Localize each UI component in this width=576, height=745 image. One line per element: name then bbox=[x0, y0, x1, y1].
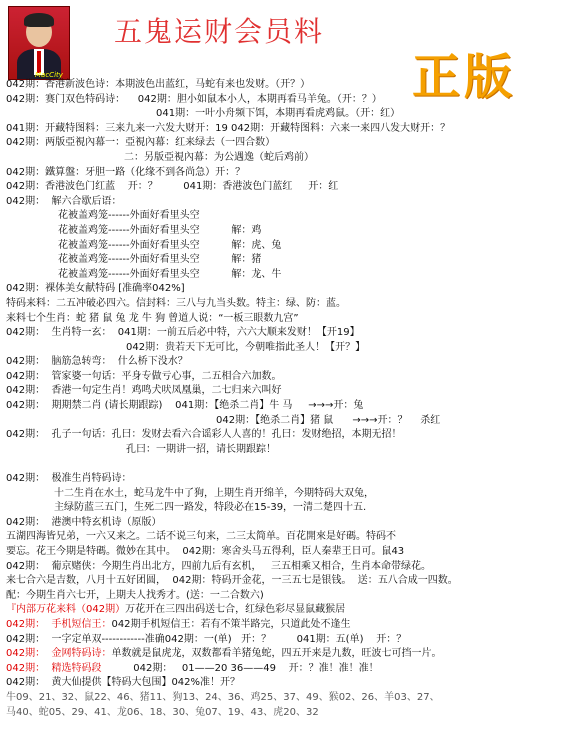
genuine-stamp: 正版 bbox=[412, 49, 517, 105]
content-body bbox=[6, 78, 572, 720]
text-segment: 042期： 脑筋急转弯： 什么桥下没水？ bbox=[6, 356, 188, 368]
text-line bbox=[6, 662, 572, 677]
text-line bbox=[6, 180, 572, 195]
text-line bbox=[6, 676, 572, 691]
text-line bbox=[6, 209, 572, 224]
page-title: 五鬼运财会员料 bbox=[114, 15, 325, 48]
portrait-tie bbox=[37, 51, 41, 73]
text-line bbox=[6, 253, 572, 268]
portrait-photo bbox=[8, 6, 70, 80]
text-segment: 042期： 期期禁二肖 (请长期跟踪) 041期：【绝杀二肖】牛 马 →→→开：兔 bbox=[6, 400, 364, 412]
text-segment: 来七合六是吉数，八月十五好团圆， 042期：特码开金花，一三五七是银钱。 送：五八合成一四数。 bbox=[6, 575, 458, 587]
text-line bbox=[6, 78, 572, 93]
text-segment: 马40、蛇05、29、41、龙06、18、30、兔07、19、43、虎20、32 bbox=[6, 706, 319, 718]
text-segment: 042期： 管家婆一句话：平身专做亏心事，二五相合六加数。 bbox=[6, 370, 282, 382]
text-line bbox=[6, 487, 572, 502]
text-segment: 花被盖鸡笼------外面好看里头空 解：鸡 bbox=[58, 224, 262, 236]
text-line bbox=[6, 647, 572, 662]
text-line bbox=[6, 297, 572, 312]
text-segment: 042期： 金网特码诗： bbox=[6, 648, 112, 660]
text-segment: 042期： 葡京赌侠：今期生肖出北方，四前九后有玄机， 三五相乘又相合，生肖本命带绿花。 bbox=[6, 560, 431, 572]
text-line bbox=[6, 268, 572, 283]
text-segment: 十二生肖在水土，蛇马龙牛中了狗，上期生肖开绵羊，今期特码大双兔， bbox=[54, 487, 374, 499]
text-segment: 万花开在三四出码送七合，红绿色彩尽显鼠藏猴居 bbox=[125, 604, 346, 616]
text-segment: 041期：一叶小舟频下饵，本期再看虎鸡鼠。（开：红） bbox=[156, 108, 401, 120]
text-line bbox=[6, 501, 572, 516]
text-line bbox=[6, 706, 572, 721]
text-line bbox=[6, 326, 572, 341]
text-line bbox=[6, 341, 572, 356]
text-line bbox=[6, 603, 572, 618]
text-line bbox=[6, 136, 572, 151]
portrait-hair bbox=[24, 13, 54, 27]
text-segment: 042期：鐵算盤：牙胆一路（化缘不到各尚急）开：？ bbox=[6, 166, 246, 178]
text-segment: 042期：香港新波色诗：本期波色出蓝红，马蛇有来也发财。（开？） bbox=[6, 79, 311, 90]
text-segment: 要忘。花王今期是特碼。微妙在其中。 042期：寒舍头马五得利，臣人秦辈王日可。鼠43 bbox=[6, 546, 405, 557]
text-line bbox=[6, 107, 572, 122]
text-segment: 花被盖鸡笼------外面好看里头空 bbox=[58, 210, 200, 222]
text-line bbox=[6, 472, 572, 487]
text-segment: 特码来料：二五冲破必四六。信封料：三八与九当头数。特主：绿、防：蓝。 bbox=[6, 297, 346, 309]
text-line bbox=[6, 93, 572, 108]
text-line bbox=[6, 195, 572, 210]
text-segment: 五湖四海皆兄弟，一六又来之。二话不说三句来，二三太简单。百花開來是好碼。特码不 bbox=[6, 531, 396, 543]
text-segment: 042期： 港澳中特玄机诗（原版） bbox=[6, 516, 162, 528]
text-line bbox=[6, 574, 572, 589]
text-line bbox=[6, 151, 572, 166]
text-line bbox=[6, 166, 572, 181]
text-segment: 042期： 黄大仙提供【特码大包围】042%准！开？ bbox=[6, 677, 241, 689]
text-segment: 042期手机短信王：若有不策半路完，只道此处不逢生 bbox=[111, 618, 351, 630]
text-segment: 042期：两版亞視內幕一：亞視內幕：红来绿去（一四合数） bbox=[6, 137, 276, 149]
photo-watermark: MacCity bbox=[35, 71, 63, 79]
text-segment: 花被盖鸡笼------外面好看里头空 解：猪 bbox=[58, 254, 262, 266]
text-segment: 042期：裸体美女献特码 [准确率042%] bbox=[6, 283, 185, 295]
text-line bbox=[6, 428, 572, 443]
text-segment: 花被盖鸡笼------外面好看里头空 解：虎、兔 bbox=[58, 239, 282, 251]
text-line bbox=[6, 282, 572, 297]
text-segment: 042期： 一字定单双------------准确042期：一(单) 开：？ 041期：五(单) 开：？ bbox=[6, 633, 407, 645]
text-segment: 二：另版亞視內幕：为公遇逸（蛇后鸡前） bbox=[124, 151, 314, 163]
text-line bbox=[6, 122, 572, 137]
text-line bbox=[6, 633, 572, 648]
text-segment: 042期：【绝杀二肖】猪 鼠 →→→开：？ 杀红 bbox=[216, 414, 441, 426]
text-segment: 配：今期生肖六七开，上期夫人找秀才。(送：一二合数六) bbox=[6, 589, 264, 601]
text-segment: 042期：贵若天下无可比，今朝唯指此圣人！【开？】 bbox=[126, 341, 366, 353]
text-line bbox=[6, 457, 572, 472]
text-line bbox=[6, 589, 572, 604]
text-line bbox=[6, 560, 572, 575]
text-line bbox=[6, 530, 572, 545]
text-line bbox=[6, 399, 572, 414]
text-segment: 042期： 手机短信王： bbox=[6, 618, 112, 630]
text-line bbox=[6, 370, 572, 385]
text-line bbox=[6, 355, 572, 370]
text-segment: 牛09、21、32、鼠22、46、猪11、狗13、24、36、鸡25、37、49、猴02、26、羊03、27、 bbox=[6, 691, 440, 703]
text-segment: 042期：赛门双色特码诗： 042期：胆小如鼠本小人，本期再看马羊兔。（开：？） bbox=[6, 93, 382, 105]
text-line bbox=[6, 443, 572, 458]
text-line bbox=[6, 516, 572, 531]
text-segment: 主绿防蓝三五门，生死二四一路发，特段必在15-39，一清二楚四十五. bbox=[54, 502, 367, 514]
text-segment: 042期： 极准生肖特码诗： bbox=[6, 473, 132, 485]
text-segment: 单数就是鼠虎龙，双数都看羊猪兔蛇，四五开来是九数，旺波七可挡一片。 bbox=[111, 648, 442, 660]
text-segment: 来料七个生肖：蛇 猪 鼠 兔 龙 牛 狗 曾道人说：“一板三眼数九宫” bbox=[6, 312, 299, 324]
text-segment: 『内部万花来料（042期） bbox=[6, 604, 126, 616]
text-segment: 042期： 01——20 36——49 开：？准！准！准！ bbox=[101, 662, 379, 674]
text-segment: 042期：香港波色门红蓝 开：？ 041期：香港波色门蓝红 开：红 bbox=[6, 181, 339, 193]
text-line bbox=[6, 384, 572, 399]
text-line bbox=[6, 224, 572, 239]
text-segment: 042期： 精选特码段 bbox=[6, 662, 102, 674]
text-segment: 花被盖鸡笼------外面好看里头空 解：龙、牛 bbox=[58, 268, 282, 280]
text-segment: 孔曰：一期讲一招，请长期跟踪！ bbox=[126, 443, 276, 455]
text-segment: 042期： 解六合歇后语： bbox=[6, 195, 122, 207]
text-line bbox=[6, 312, 572, 327]
text-line bbox=[6, 414, 572, 429]
text-line bbox=[6, 239, 572, 254]
text-line bbox=[6, 618, 572, 633]
text-segment: 042期： 孔子一句话：孔曰：发财去看六合谣彩人人喜的！孔曰：发财绝招，本期无招！ bbox=[6, 429, 402, 441]
text-segment: 042期： 香港一句定生肖！鸡鸣犬吠凤凰巢，二七归来六叫好 bbox=[6, 385, 282, 397]
text-line bbox=[6, 691, 572, 706]
text-line bbox=[6, 545, 572, 560]
text-segment: 041期：开藏特图料：三来九来一六发大财开：19 042期：开藏特图料：六来一来四八发大财开：？ bbox=[6, 122, 451, 134]
text-segment: 042期： 生肖特一玄： 041期：一前五后必中特，六六大顺来发财！【开19】 bbox=[6, 327, 360, 339]
